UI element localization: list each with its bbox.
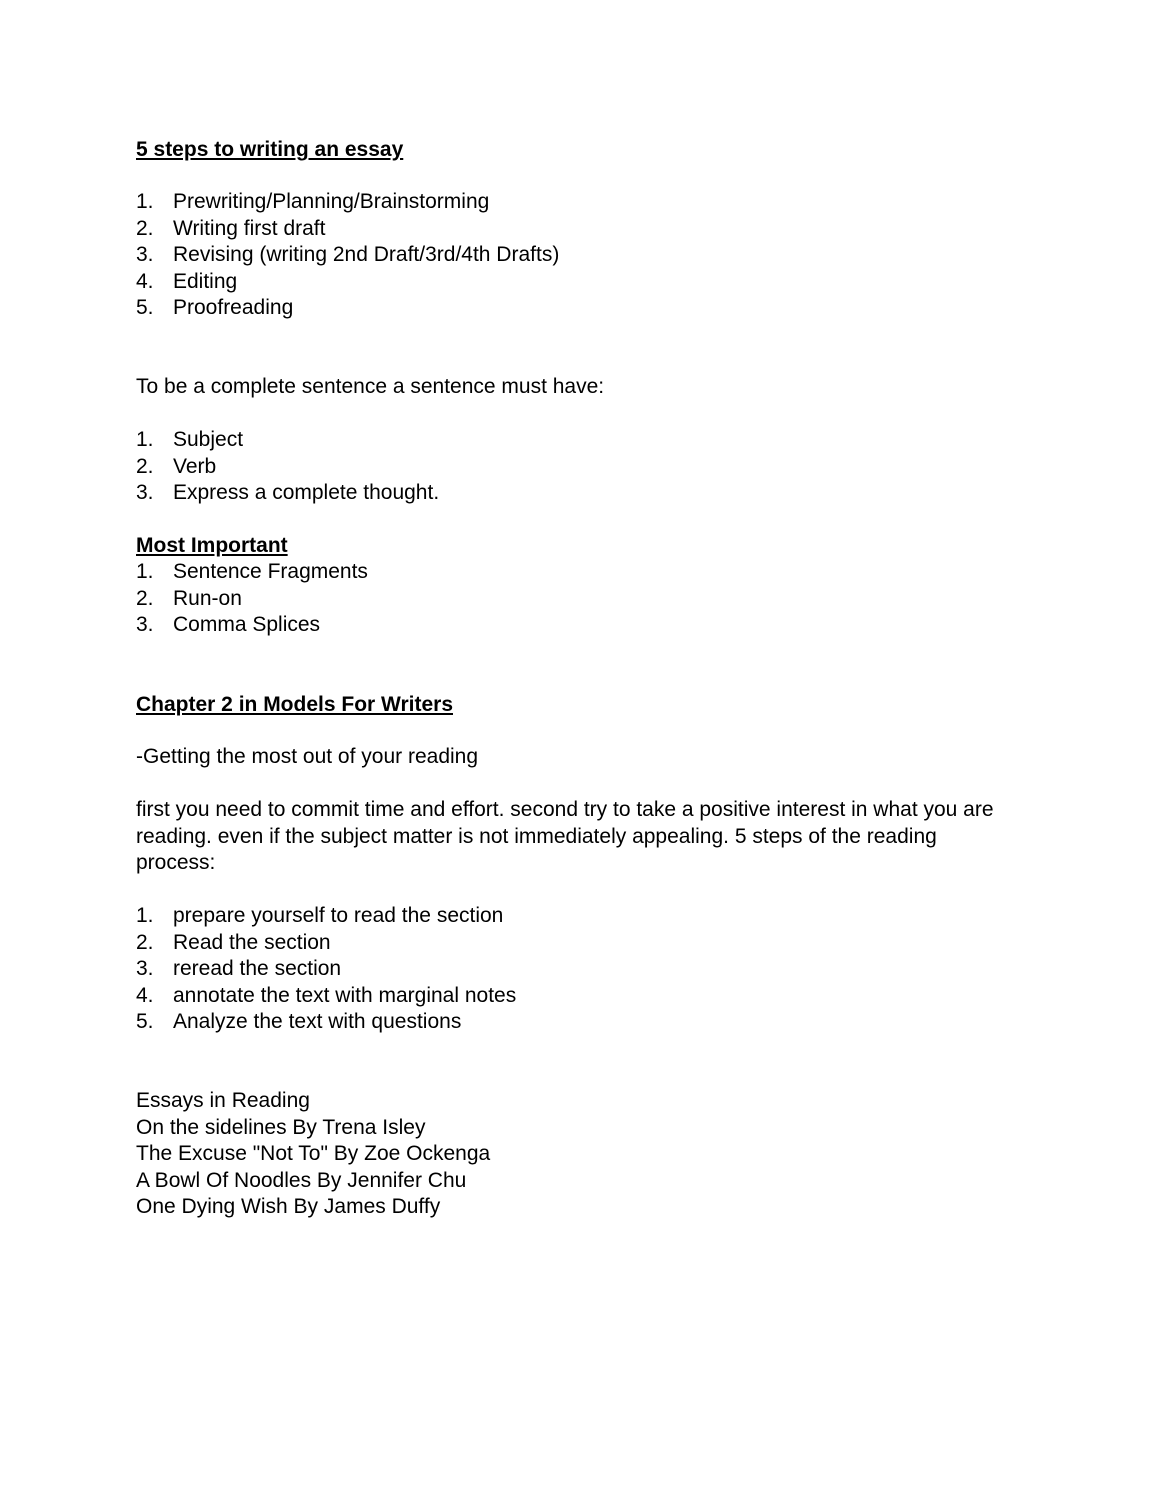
essay-steps-list [136, 189, 559, 322]
essay-line: A Bowl Of Noodles By Jennifer Chu [136, 1168, 467, 1192]
list-item: 3. Comma Splices [136, 613, 321, 636]
essay-line: The Excuse "Not To" By Zoe Ockenga [136, 1142, 491, 1165]
list-item: 5. Analyze the text with questions [136, 1010, 462, 1033]
heading-chapter-2: Chapter 2 in Models For Writers [136, 693, 453, 716]
list-item: 4. annotate the text with marginal notes [136, 983, 517, 1007]
list-item: 2. Run-on [136, 586, 242, 610]
heading-most-important: Most Important [136, 534, 288, 557]
complete-sentence-intro: To be a complete sentence a sentence must have: [136, 375, 605, 398]
essays-title: Essays in Reading [136, 1089, 310, 1112]
list-item: 1. prepare yourself to read the section [136, 904, 504, 927]
reading-paragraph: first you need to commit time and effort. second try to take a positive interest in what you are reading. even if the subject matter is not immediately appealing. 5 steps of the reading process: [136, 798, 994, 874]
essays-in-reading-block [136, 1088, 490, 1221]
sentence-requirements-list [136, 427, 439, 507]
list-item: 2. Writing first draft [136, 216, 326, 240]
heading-essay-steps: 5 steps to writing an essay [136, 138, 404, 161]
list-item: 3. Express a complete thought. [136, 481, 440, 504]
list-item: 3. Revising (writing 2nd Draft/3rd/4th Drafts) [136, 243, 560, 266]
list-item: 2. Verb [136, 454, 217, 478]
list-item: 1. Subject [136, 428, 244, 451]
list-item: 2. Read the section [136, 930, 331, 954]
essay-line: One Dying Wish By James Duffy [136, 1195, 441, 1218]
list-item: 1. Sentence Fragments [136, 560, 368, 583]
most-important-list [136, 559, 368, 639]
list-item: 1. Prewriting/Planning/Brainstorming [136, 190, 490, 213]
list-item: 5. Proofreading [136, 296, 294, 319]
list-item: 3. reread the section [136, 957, 342, 980]
reading-process-list [136, 903, 516, 1036]
list-item: 4. Editing [136, 269, 238, 293]
essay-line: On the sidelines By Trena Isley [136, 1115, 426, 1139]
chapter-subheading: -Getting the most out of your reading [136, 745, 479, 768]
